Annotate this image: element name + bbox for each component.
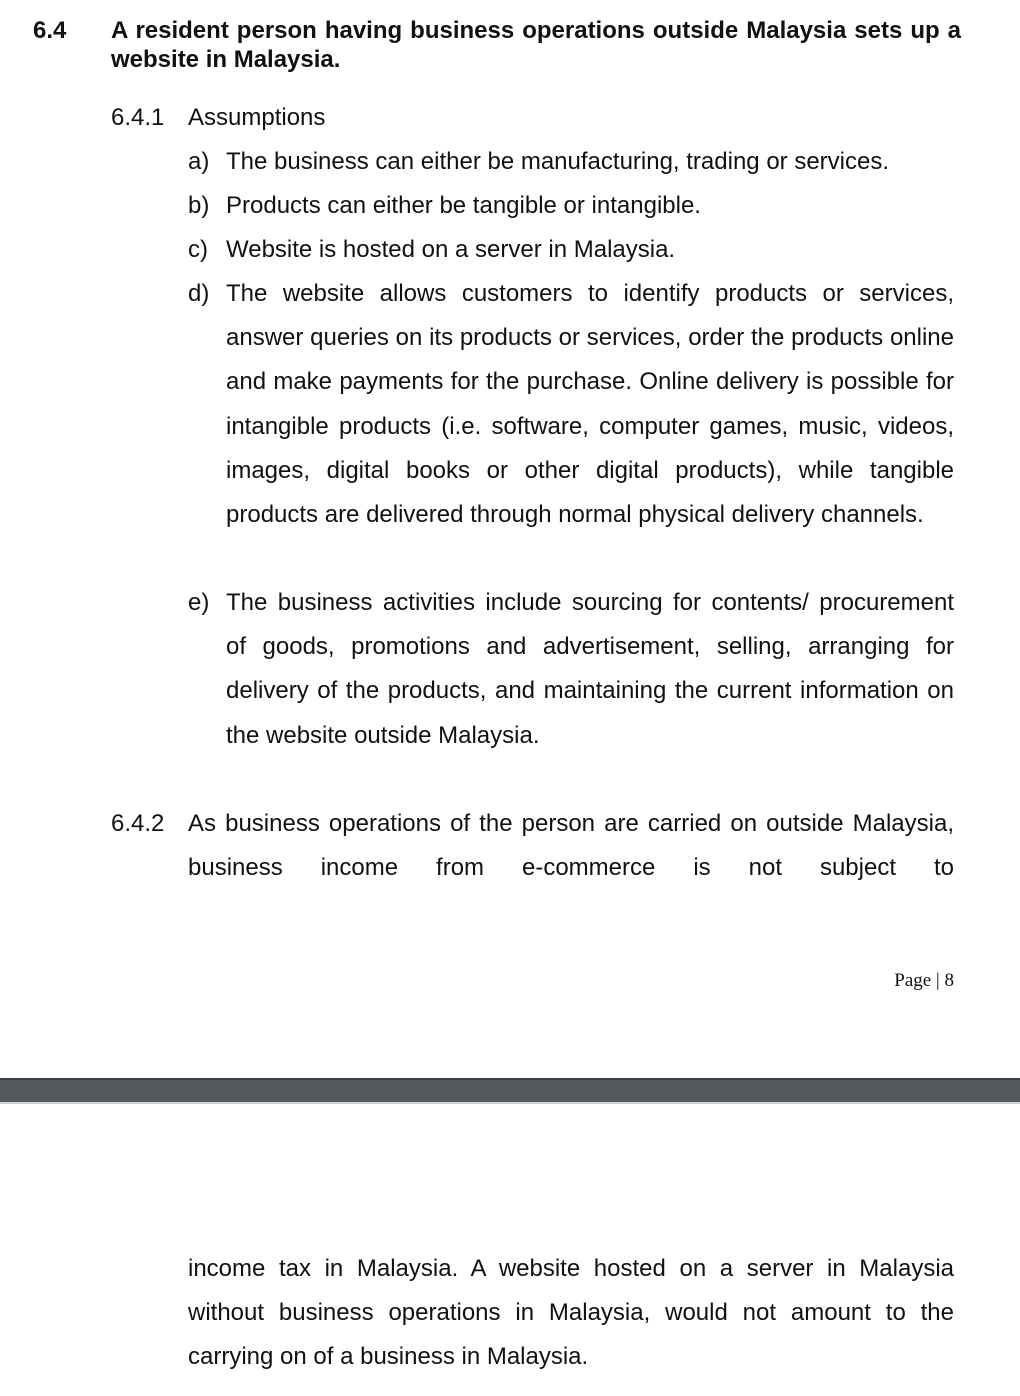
list-item-label-d: d) bbox=[188, 280, 210, 307]
page-separator-shadow bbox=[0, 1102, 1020, 1104]
list-item-text-d: The website allows customers to identify products or services, answer queries on its products or services, order the products online and make payments for the purchase. Online delivery is possible for intangible products (i.e. software, computer games, music, videos, images, digital books or other digital products), while tangible products are delivered through normal physical delivery channels. bbox=[226, 280, 954, 529]
list-item-text-b: Products can either be tangible or intangible. bbox=[226, 192, 701, 219]
list-item-text-c: Website is hosted on a server in Malaysia. bbox=[226, 236, 676, 263]
paragraph-6-4-2-part-2: income tax in Malaysia. A website hosted on a server in Malaysia without business operations in Malaysia, would not amount to the carrying on of a business in Malaysia. bbox=[188, 1255, 954, 1371]
subsection-number-6-4-1: 6.4.1 bbox=[111, 104, 165, 131]
list-item-label-c: c) bbox=[188, 236, 208, 263]
subsection-number-6-4-2: 6.4.2 bbox=[111, 810, 165, 837]
list-item-label-e: e) bbox=[188, 589, 210, 616]
list-item-text-a: The business can either be manufacturing, trading or services. bbox=[226, 148, 890, 175]
section-title: A resident person having business operations outside Malaysia sets up a website in Malaysia. bbox=[111, 17, 961, 73]
paragraph-6-4-2-part-1: As business operations of the person are carried on outside Malaysia, business income from e-commerce is not subject to bbox=[188, 810, 954, 882]
subsection-heading-assumptions: Assumptions bbox=[188, 104, 326, 131]
list-item-text-e: The business activities include sourcing for contents/ procurement of goods, promotions and advertisement, selling, arranging for delivery of the products, and maintaining the current information on the website outside Malaysia. bbox=[226, 589, 954, 749]
page-number-footer: Page | 8 bbox=[894, 970, 954, 991]
list-item-label-b: b) bbox=[188, 192, 210, 219]
list-item-label-a: a) bbox=[188, 148, 210, 175]
page-separator bbox=[0, 1078, 1020, 1102]
section-number: 6.4 bbox=[33, 17, 67, 44]
